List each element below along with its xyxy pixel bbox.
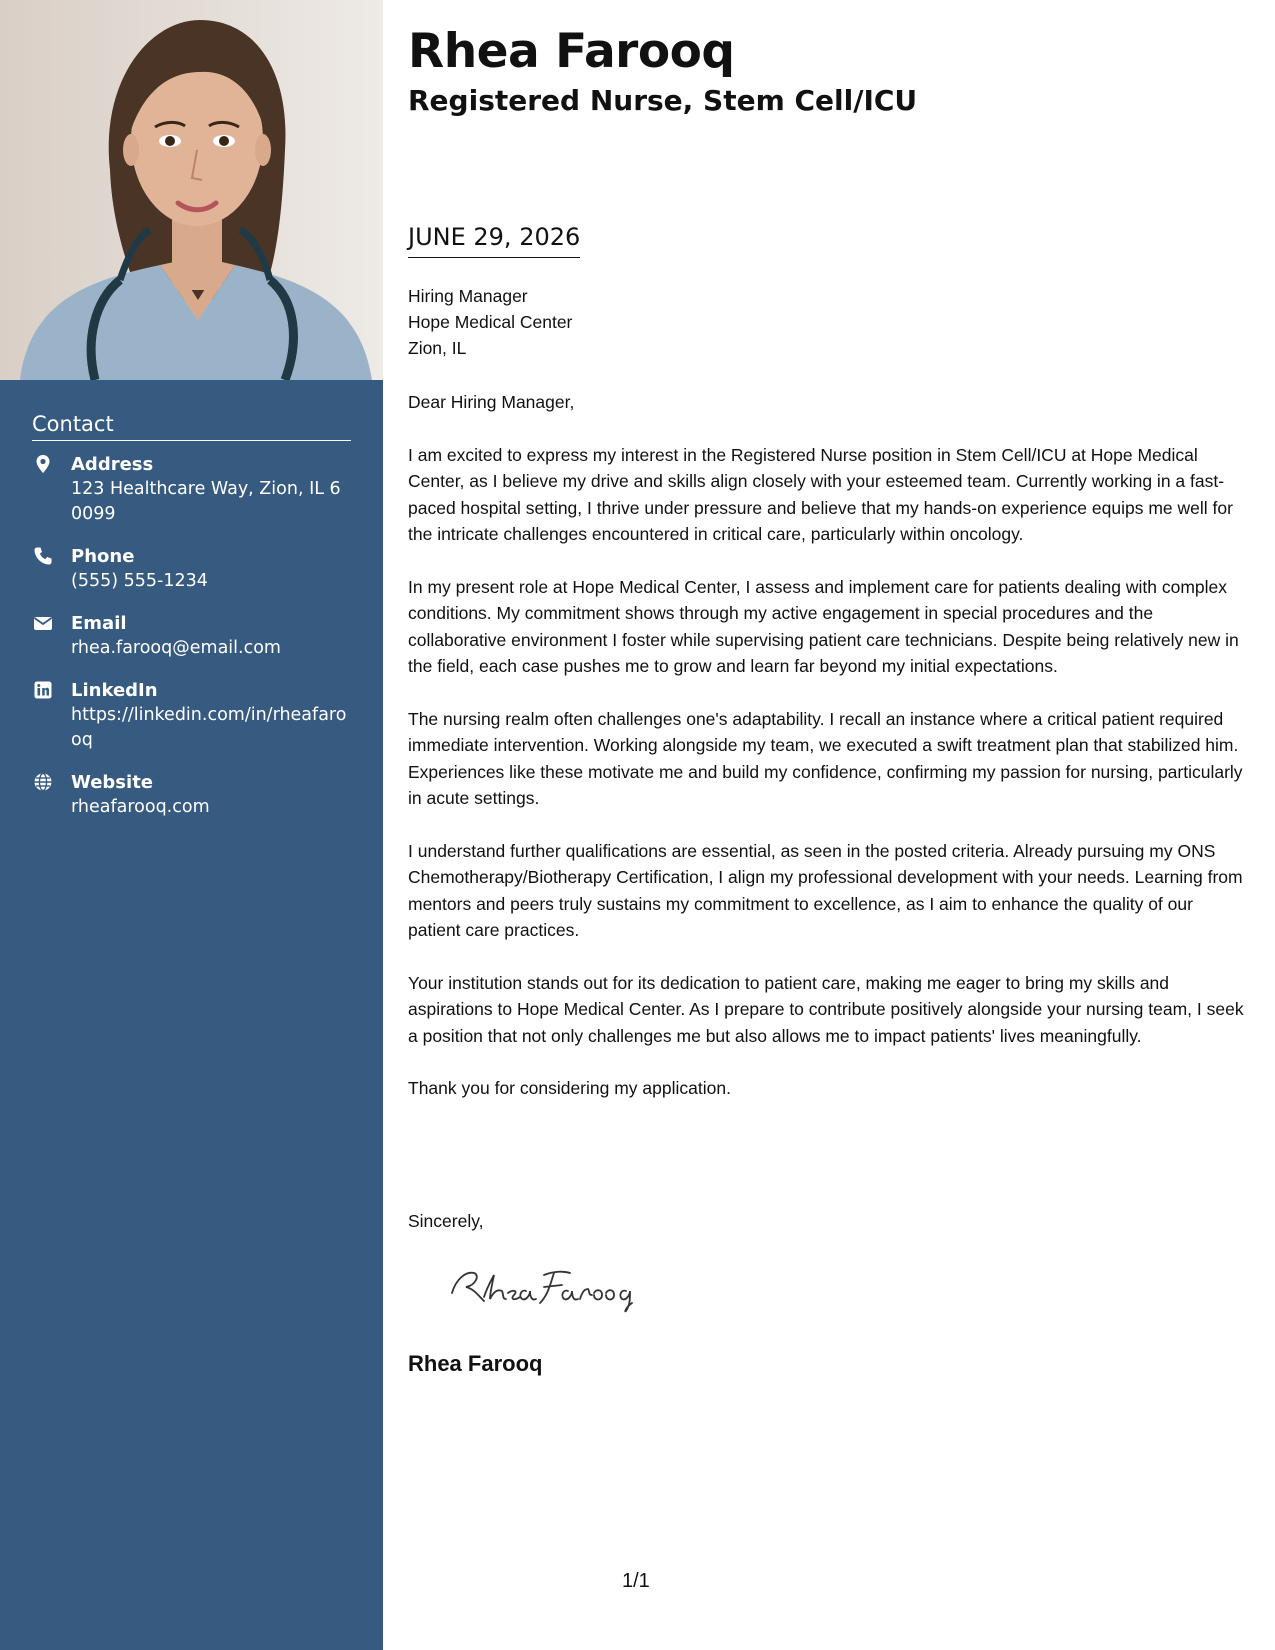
recipient-line: Zion, IL	[408, 338, 467, 358]
address-label: Address	[71, 454, 154, 475]
paragraph: The nursing realm often challenges one's adaptability. I recall an instance where a critical patient required immediate intervention. Working alongside my team, we executed a swift treatment plan that stabilized him. Experiences like these motivate me and build my confidence, confirming my passion for nursing, particularly in acute settings.	[408, 708, 1243, 808]
letter-body	[408, 389, 1248, 1128]
applicant-title: Registered Nurse, Stem Cell/ICU	[408, 84, 918, 117]
map-pin-icon	[33, 454, 55, 476]
phone-icon	[33, 546, 55, 568]
paragraph: I am excited to express my interest in the Registered Nurse position in Stem Cell/ICU at Hope Medical Center, as I believe my drive and skills align closely with your esteemed team. Currently working in a fast-paced hospital setting, I thrive under pressure and believe that my hands-on experience equips me well for the intricate challenges encountered in critical care, particularly within oncology.	[408, 444, 1233, 544]
greeting: Dear Hiring Manager,	[408, 392, 575, 412]
applicant-name: Rhea Farooq	[408, 24, 735, 79]
paragraph: I understand further qualifications are essential, as seen in the posted criteria. Already pursuing my ONS Chemotherapy/Biotherapy Certification, I align my professional development with your needs. Learning from mentors and peers truly sustains my commitment to excellence, as I aim to enhance the quality of our patient care practices.	[408, 840, 1243, 940]
contact-website	[32, 771, 351, 820]
linkedin-label: LinkedIn	[71, 680, 158, 701]
signature-image	[444, 1255, 644, 1315]
paragraph: In my present role at Hope Medical Center, I assess and implement care for patients dealing with complex conditions. My commitment shows through my active engagement in special procedures and the collaborative environment I foster while supervising patient care technicians. Despite being relatively new in the field, each case pushes me to grow and learn far beyond my initial expectations.	[408, 576, 1239, 676]
linkedin-icon	[33, 680, 55, 702]
contact-phone	[32, 545, 351, 594]
paragraph: Your institution stands out for its dedication to patient care, making me eager to bring my skills and aspirations to Hope Medical Center. As I prepare to contribute positively alongside your nursing team, I seek a position that not only challenges me but also allows me to impact patients' lives meaningfully.	[408, 972, 1244, 1046]
envelope-icon	[33, 613, 55, 635]
signer-name: Rhea Farooq	[408, 1351, 543, 1376]
website-value[interactable]: rheafarooq.com	[71, 797, 210, 817]
recipient-line: Hiring Manager	[408, 286, 528, 306]
portrait-photo	[0, 0, 383, 380]
recipient-line: Hope Medical Center	[408, 312, 573, 332]
closing: Sincerely,	[408, 1211, 484, 1231]
phone-value: (555) 555-1234	[71, 571, 208, 591]
contact-email	[32, 612, 351, 661]
address-value: 123 Healthcare Way, Zion, IL 60099	[71, 479, 341, 524]
contact-heading: Contact	[32, 412, 351, 441]
paragraph: Thank you for considering my application.	[408, 1078, 731, 1098]
phone-label: Phone	[71, 546, 135, 567]
email-label: Email	[71, 613, 127, 634]
sidebar	[0, 0, 383, 1650]
letter-date: JUNE 29, 2026	[408, 223, 580, 258]
email-value[interactable]: rhea.farooq@email.com	[71, 638, 281, 658]
contact-section	[32, 412, 351, 838]
website-label: Website	[71, 772, 154, 793]
page-number: 1/1	[622, 1570, 650, 1592]
linkedin-value[interactable]: https://linkedin.com/in/rheafarooq	[71, 705, 347, 750]
contact-address	[32, 453, 351, 527]
globe-icon	[33, 772, 55, 794]
profile-photo	[0, 0, 383, 380]
contact-linkedin	[32, 679, 351, 753]
recipient-block	[408, 283, 572, 361]
